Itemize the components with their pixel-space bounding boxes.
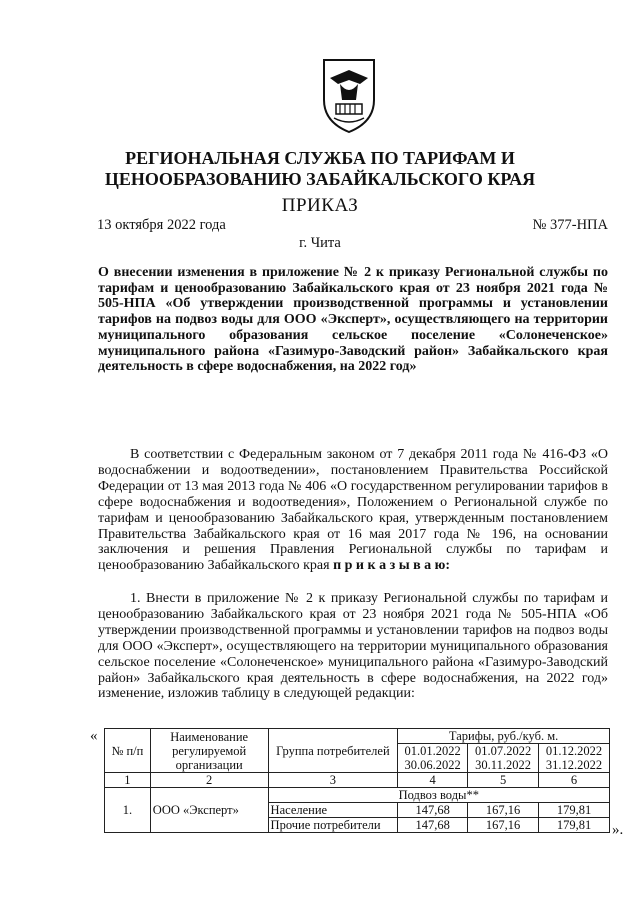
table-index-row <box>105 773 610 788</box>
document-type: ПРИКАЗ <box>281 195 359 216</box>
section-title: Подвоз воды** <box>268 788 609 803</box>
document-city: г. Чита <box>299 235 341 251</box>
tariff-value: 167,16 <box>468 818 539 833</box>
index-cell: 5 <box>468 773 539 788</box>
preamble-text: В соответствии с Федеральным законом от 7 декабря 2011 года № 416-ФЗ «О водоснабжении и водоотведении», постановлением Правительства Российской Федерации от 13 мая 2013 года № 406 «О государственном регулировании тарифов в сфере водоснабжения и водоотведения», Положением о Региональной службе по тарифам и ценообразованию Забайкальского края, утвержденным постановлением Правительства Забайкальского края от 16 мая 2017 года № 196, на основании заключения и решения Правления Региональной службы по тарифам и ценообразованию Забайкальского края <box>98 447 608 574</box>
row-organization: ООО «Эксперт» <box>150 788 268 833</box>
item-1-paragraph: 1. Внести в приложение № 2 к приказу Региональной службы по тарифам и ценообразованию Забайкальского края от 23 ноября 2021 года № 505-НПА «Об утверждении производственной программы и установлении тарифов на подвоз воды для ООО «Эксперт», осуществляющего на территории муниципального образования сельское поселение «Солонеченское» муниципального района «Газимуро-Заводский район» Забайкальского края деятельность в сфере водоснабжения, на 2022 год» изменение, изложив таблицу в следующей редакции: <box>98 591 608 702</box>
index-cell: 3 <box>268 773 398 788</box>
coat-of-arms-emblem <box>316 56 382 136</box>
consumer-group: Население <box>268 803 398 818</box>
index-cell: 2 <box>150 773 268 788</box>
index-cell: 1 <box>105 773 151 788</box>
table-row <box>105 788 610 803</box>
period-2: 01.07.2022 30.11.2022 <box>468 744 539 773</box>
tariff-value: 179,81 <box>539 818 610 833</box>
index-cell: 6 <box>539 773 610 788</box>
organization-name-line1: РЕГИОНАЛЬНАЯ СЛУЖБА ПО ТАРИФАМ И <box>125 148 515 168</box>
preamble-paragraph <box>98 447 608 574</box>
order-word: п р и к а з ы в а ю: <box>333 558 451 574</box>
header-tariffs: Тарифы, руб./куб. м. <box>398 729 610 744</box>
organization-name-line2: ЦЕНООБРАЗОВАНИЮ ЗАБАЙКАЛЬСКОГО КРАЯ <box>104 169 536 189</box>
tariff-value: 147,68 <box>398 803 468 818</box>
header-num: № п/п <box>105 729 151 773</box>
tariff-value: 147,68 <box>398 818 468 833</box>
document-number: № 377-НПА <box>532 217 608 233</box>
tariffs-table <box>104 728 610 833</box>
index-cell: 4 <box>398 773 468 788</box>
row-number: 1. <box>105 788 151 833</box>
document-subject: О внесении изменения в приложение № 2 к приказу Региональной службы по тарифам и ценообразованию Забайкальского края от 23 ноября 2021 года № 505-НПА «Об утверждении производственной программы и установлении тарифов на подвоз воды для ООО «Эксперт», осуществляющего на территории муниципального образования сельское поселение «Солонеченское» муниципального района «Газимуро-Заводский район» Забайкальского края деятельность в сфере водоснабжения, на 2022 год» <box>98 265 608 375</box>
document-date: 13 октября 2022 года <box>97 217 226 233</box>
tariff-value: 167,16 <box>468 803 539 818</box>
table-header-row <box>105 729 610 744</box>
table-open-quote: « <box>90 728 98 744</box>
period-1: 01.01.2022 30.06.2022 <box>398 744 468 773</box>
tariff-value: 179,81 <box>539 803 610 818</box>
period-3: 01.12.2022 31.12.2022 <box>539 744 610 773</box>
table-close-quote: ». <box>612 822 624 838</box>
header-organization: Наименование регулируемой организации <box>150 729 268 773</box>
consumer-group: Прочие потребители <box>268 818 398 833</box>
header-consumer-group: Группа потребителей <box>268 729 398 773</box>
